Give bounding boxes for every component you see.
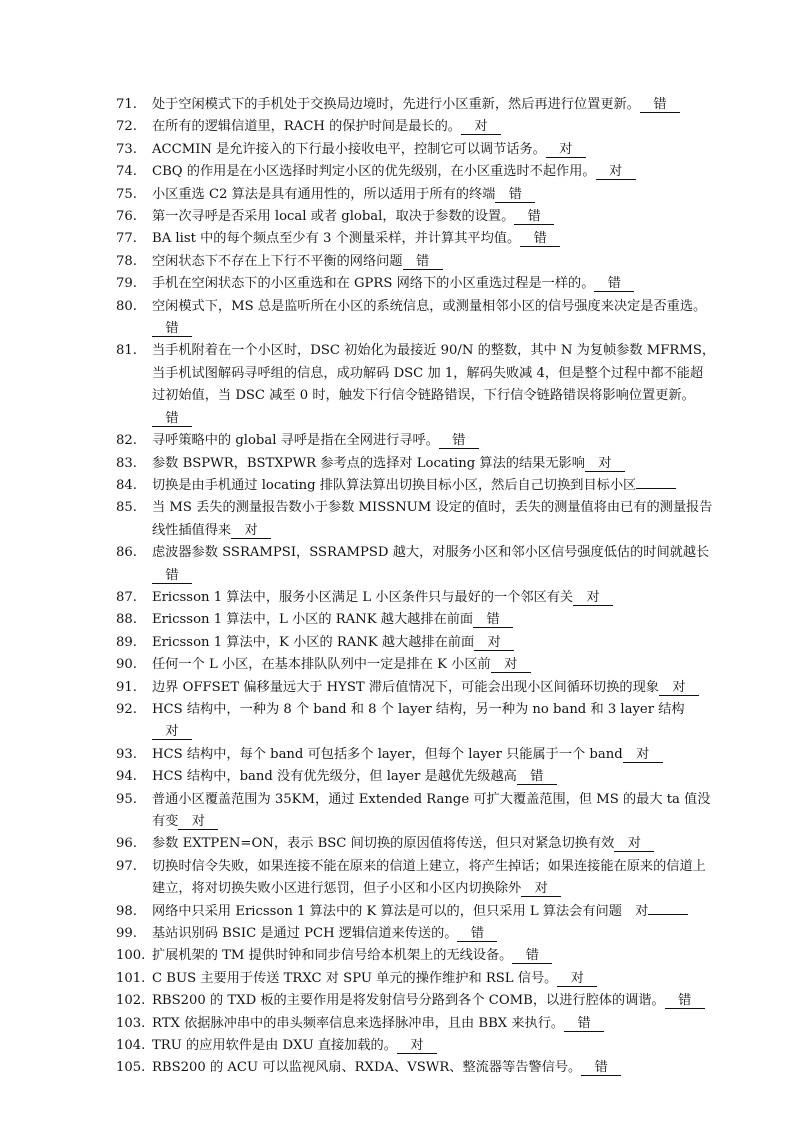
question-text: 当手机附着在一个小区时，DSC 初始化为最接近 90/N 的整数，其中 N 为复帧参数 MFRMS，当手机试图解码寻呼组的信息，成功解码 DSC 加 1，解码失败减 4，但是整个过程中都不能超过初始值，当 DSC 减至 0 时，触发下行信令链路错误，下行信令链路错误将影响位置更新。 <box>152 343 716 404</box>
question-text: 任何一个 L 小区，在基本排队队列中一定是排在 K 小区前 <box>152 657 491 673</box>
question-item <box>116 699 716 744</box>
question-number: 89. <box>116 634 137 650</box>
answer-blank: 错 <box>152 322 192 337</box>
answer-blank: 对 <box>178 815 218 830</box>
answer-blank: 错 <box>473 613 513 628</box>
question-item <box>116 632 716 654</box>
question-number: 92. <box>116 701 137 717</box>
question-item <box>116 430 716 452</box>
question-text: CBQ 的作用是在小区选择时判定小区的优先级别，在小区重选时不起作用。 <box>152 164 596 180</box>
question-number: 104. <box>116 1038 146 1054</box>
question-item <box>116 990 716 1012</box>
answer-blank: 错 <box>514 210 554 225</box>
answer-blank: 对 <box>614 837 654 852</box>
question-item <box>116 968 716 990</box>
question-number: 102. <box>116 993 146 1009</box>
question-text: 参数 EXTPEN=ON，表示 BSC 间切换的原因值将传送，但只对紧急切换有效 <box>152 836 615 852</box>
question-item <box>116 789 716 834</box>
question-body <box>152 497 716 542</box>
question-item <box>116 1035 716 1057</box>
question-item <box>116 184 716 206</box>
question-body <box>152 744 716 766</box>
answer-blank: 对 <box>474 636 514 651</box>
answer-blank: 对 <box>521 882 561 897</box>
question-text: 第一次寻呼是否采用 local 或者 global，取决于参数的设置。 <box>152 209 515 225</box>
question-body <box>152 161 716 183</box>
question-number: 74. <box>116 164 137 180</box>
answer-blank <box>648 914 688 915</box>
question-number: 78. <box>116 253 137 269</box>
question-text: 在所有的逻辑信道里，RACH 的保护时间是最长的。 <box>152 119 461 135</box>
question-item <box>116 609 716 631</box>
question-text: 网络中只采用 Ericsson 1 算法中的 K 算法是可以的，但只采用 L 算法会有问题 对 <box>152 903 649 919</box>
answer-blank: 对 <box>585 457 625 472</box>
question-text: 基站识别码 BSIC 是通过 PCH 逻辑信道来传送的。 <box>152 926 458 942</box>
question-body <box>152 833 716 855</box>
question-item <box>116 161 716 183</box>
question-number: 105. <box>116 1060 146 1076</box>
question-text: 寻呼策略中的 global 寻呼是指在全网进行寻呼。 <box>152 433 439 449</box>
question-item <box>116 901 716 923</box>
question-number: 71. <box>116 97 137 112</box>
question-number: 95. <box>116 791 137 807</box>
question-item <box>116 945 716 967</box>
question-number: 84. <box>116 477 137 493</box>
question-item <box>116 206 716 228</box>
question-number: 99. <box>116 926 137 942</box>
answer-blank: 对 <box>557 972 597 987</box>
question-body <box>152 430 716 452</box>
question-number: 79. <box>116 276 137 292</box>
question-number: 88. <box>116 612 137 628</box>
question-body <box>152 990 716 1012</box>
question-text: 普通小区覆盖范围为 35KM，通过 Extended Range 可扩大覆盖范围，但 MS 的最大 ta 值没有变 <box>152 791 711 829</box>
question-text: TRU 的应用软件是由 DXU 直接加载的。 <box>152 1038 397 1054</box>
question-text: 边界 OFFSET 偏移量远大于 HYST 滞后值情况下，可能会出现小区间循环切换的现象 <box>152 679 659 695</box>
question-text: RTX 依据脉冲串中的串头频率信息来选择脉冲串，且由 BBX 来执行。 <box>152 1015 565 1031</box>
question-number: 90. <box>116 657 137 673</box>
question-list <box>116 94 716 1080</box>
question-number: 81. <box>116 343 137 359</box>
question-item <box>116 296 716 341</box>
question-item <box>116 139 716 161</box>
question-item <box>116 251 716 273</box>
question-item <box>116 744 716 766</box>
question-number: 96. <box>116 836 137 852</box>
answer-blank: 错 <box>152 412 192 427</box>
answer-blank: 对 <box>659 681 699 696</box>
question-item <box>116 677 716 699</box>
question-body <box>152 1035 716 1057</box>
question-number: 93. <box>116 746 137 762</box>
answer-blank: 错 <box>495 188 535 203</box>
question-body <box>152 251 716 273</box>
answer-blank: 错 <box>594 277 634 292</box>
answer-blank: 错 <box>457 927 497 942</box>
question-item <box>116 273 716 295</box>
answer-blank: 对 <box>596 165 636 180</box>
question-number: 72. <box>116 119 137 135</box>
question-item <box>116 453 716 475</box>
question-text: 参数 BSPWR，BSTXPWR 参考点的选择对 Locating 算法的结果无影响 <box>152 455 585 471</box>
question-number: 83. <box>116 455 137 471</box>
question-text: HCS 结构中，band 没有优先级分，但 layer 是越优先级越高 <box>152 769 517 785</box>
answer-blank: 对 <box>461 120 501 135</box>
answer-blank: 错 <box>520 232 560 247</box>
question-text: C BUS 主要用于传送 TRXC 对 SPU 单元的操作维护和 RSL 信号。 <box>152 970 558 986</box>
question-number: 73. <box>116 141 137 157</box>
question-number: 82. <box>116 433 137 449</box>
question-number: 101. <box>116 970 146 986</box>
question-item <box>116 923 716 945</box>
question-body <box>152 1013 716 1035</box>
question-text: 空闲模式下，MS 总是监听所在小区的系统信息，或测量相邻小区的信号强度来决定是否重选。 <box>152 298 707 314</box>
question-number: 76. <box>116 209 137 225</box>
question-number: 91. <box>116 679 137 695</box>
question-number: 86. <box>116 545 137 561</box>
answer-blank: 错 <box>512 949 552 964</box>
answer-blank: 错 <box>517 770 557 785</box>
question-body <box>152 609 716 631</box>
question-body <box>152 475 716 497</box>
question-body <box>152 296 716 341</box>
question-body <box>152 901 716 923</box>
question-text: Ericsson 1 算法中，K 小区的 RANK 越大越排在前面 <box>152 634 475 650</box>
answer-blank: 错 <box>439 434 479 449</box>
question-text: 虑波器参数 SSRAMPSI，SSRAMPSD 越大，对服务小区和邻小区信号强度低估的时间就越长 <box>152 545 710 561</box>
question-body <box>152 789 716 834</box>
question-body <box>152 856 716 901</box>
question-body <box>152 654 716 676</box>
question-body <box>152 542 716 587</box>
question-item <box>116 94 716 116</box>
question-number: 100. <box>116 948 146 964</box>
question-body <box>152 139 716 161</box>
answer-blank: 对 <box>546 143 586 158</box>
question-body <box>152 116 716 138</box>
question-body <box>152 587 716 609</box>
question-body <box>152 699 716 744</box>
question-text: 扩展机架的 TM 提供时钟和同步信号给本机架上的无线设备。 <box>152 948 513 964</box>
answer-blank: 错 <box>581 1061 621 1076</box>
question-text: Ericsson 1 算法中，服务小区满足 L 小区条件只与最好的一个邻区有关 <box>152 589 574 605</box>
question-body <box>152 206 716 228</box>
question-text: 空闲状态下不存在上下行不平衡的网络问题 <box>152 253 403 269</box>
answer-blank: 错 <box>403 255 443 270</box>
answer-blank: 对 <box>397 1039 437 1054</box>
question-body <box>152 677 716 699</box>
question-body <box>152 766 716 788</box>
question-body <box>152 945 716 967</box>
answer-blank: 错 <box>564 1017 604 1032</box>
question-number: 85. <box>116 500 137 516</box>
question-item <box>116 1013 716 1035</box>
question-number: 87. <box>116 589 137 605</box>
question-number: 77. <box>116 231 137 247</box>
question-text: HCS 结构中，一种为 8 个 band 和 8 个 layer 结构，另一种为 no band 和 3 layer 结构 <box>152 701 685 717</box>
question-text: HCS 结构中，每个 band 可包括多个 layer，但每个 layer 只能属于一个 band <box>152 746 623 762</box>
question-item <box>116 856 716 901</box>
question-body <box>152 453 716 475</box>
question-text: 小区重选 C2 算法是具有通用性的，所以适用于所有的终端 <box>152 186 496 202</box>
question-text: 手机在空闲状态下的小区重选和在 GPRS 网络下的小区重选过程是一样的。 <box>152 276 595 292</box>
question-item <box>116 497 716 542</box>
answer-blank: 对 <box>152 725 192 740</box>
answer-blank: 对 <box>623 748 663 763</box>
question-text: RBS200 的 ACU 可以监视风扇、RXDA、VSWR、整流器等告警信号。 <box>152 1060 582 1076</box>
question-number: 80. <box>116 298 137 314</box>
question-body <box>152 1057 716 1079</box>
question-item <box>116 587 716 609</box>
question-body <box>152 632 716 654</box>
answer-blank: 错 <box>152 569 192 584</box>
question-text: 处于空闲模式下的手机处于交换局边境时，先进行小区重新，然后再进行位置更新。 <box>152 97 640 112</box>
question-item <box>116 475 716 497</box>
answer-blank: 对 <box>573 591 613 606</box>
question-body <box>152 273 716 295</box>
question-item <box>116 766 716 788</box>
question-item <box>116 116 716 138</box>
question-body <box>152 94 716 116</box>
question-body <box>152 228 716 250</box>
answer-blank: 对 <box>231 524 271 539</box>
question-item <box>116 228 716 250</box>
question-number: 97. <box>116 858 137 874</box>
question-body <box>152 968 716 990</box>
question-number: 94. <box>116 769 137 785</box>
question-item <box>116 1057 716 1079</box>
question-number: 75. <box>116 186 137 202</box>
question-item <box>116 340 716 430</box>
question-text: 切换时信令失败，如果连接不能在原来的信道上建立，将产生掉话；如果连接能在原来的信道上建立，将对切换失败小区进行惩罚，但子小区和小区内切换除外 <box>152 858 706 897</box>
question-body <box>152 184 716 206</box>
question-item <box>116 542 716 587</box>
question-text: 当 MS 丢失的测量报告数小于参数 MISSNUM 设定的值时，丢失的测量值将由已有的测量报告线性插值得来 <box>152 500 713 538</box>
question-number: 103. <box>116 1015 146 1031</box>
question-text: ACCMIN 是允许接入的下行最小接收电平，控制它可以调节话务。 <box>152 141 546 157</box>
question-text: Ericsson 1 算法中，L 小区的 RANK 越大越排在前面 <box>152 612 474 628</box>
question-item <box>116 654 716 676</box>
question-number: 98. <box>116 903 137 919</box>
question-body <box>152 340 716 430</box>
question-text: RBS200 的 TXD 板的主要作用是将发射信号分路到各个 COMB，以进行腔体的调谐。 <box>152 993 665 1009</box>
question-text: BA list 中的每个频点至少有 3 个测量采样，并计算其平均值。 <box>152 231 521 247</box>
answer-blank: 错 <box>665 994 705 1009</box>
answer-blank: 错 <box>640 98 680 113</box>
question-body <box>152 923 716 945</box>
answer-blank: 对 <box>491 658 531 673</box>
question-text: 切换是由手机通过 locating 排队算法算出切换目标小区，然后自己切换到目标小区 <box>152 477 637 493</box>
answer-blank <box>636 488 676 489</box>
question-item <box>116 833 716 855</box>
